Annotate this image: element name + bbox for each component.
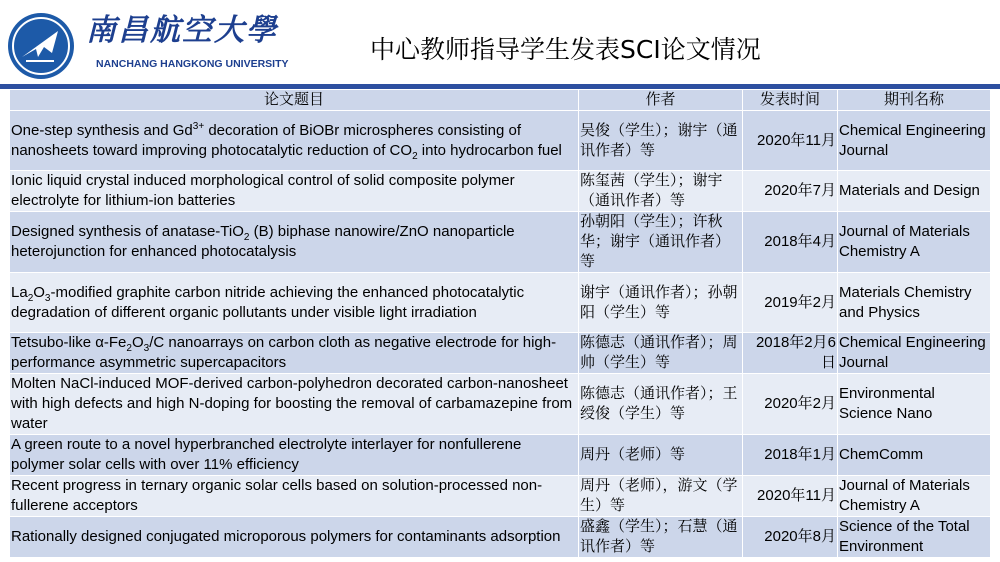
paper-author: 陈德志（通讯作者）；周帅（学生）等 <box>579 333 743 374</box>
paper-journal: Environmental Science Nano <box>838 374 991 435</box>
paper-title <box>10 374 579 435</box>
paper-author: 周丹（老师），游文（学生）等 <box>579 476 743 517</box>
column-header-author: 作者 <box>579 90 743 111</box>
table-row <box>10 111 991 171</box>
airplane-icon <box>8 13 74 79</box>
title-text: Tetsubo-like α-Fe <box>11 334 127 351</box>
paper-author: 陈玺茜（学生）；谢宇（通讯作者）等 <box>579 171 743 212</box>
title-text: One-step synthesis and Gd <box>11 121 193 139</box>
paper-title <box>10 273 579 333</box>
paper-journal: Chemical Engineering Journal <box>838 333 991 374</box>
table-row <box>10 517 991 558</box>
table-row <box>10 212 991 273</box>
paper-journal: Materials Chemistry and Physics <box>838 273 991 333</box>
title-text: O <box>33 283 45 301</box>
paper-date: 2018年1月 <box>743 435 838 476</box>
table-row <box>10 273 991 333</box>
university-logo <box>8 13 74 79</box>
title-text: O <box>131 334 144 351</box>
school-name-cn: 南昌航空大學 <box>86 13 278 48</box>
paper-author: 陈德志（通讯作者）；王绶俊（学生）等 <box>579 374 743 435</box>
paper-journal: Journal of Materials Chemistry A <box>838 476 991 517</box>
subscript: 2 <box>243 232 250 243</box>
table-row <box>10 476 991 517</box>
subscript: 2 <box>412 150 418 162</box>
title-text: Ionic liquid crystal induced morphological control of solid composite polymer electrolyte for lithium-ion batteries <box>11 172 515 209</box>
paper-author: 盛鑫（学生）；石慧（通讯作者）等 <box>579 517 743 558</box>
title-text: Designed synthesis of anatase-TiO <box>11 223 244 240</box>
paper-title <box>10 333 579 374</box>
title-text: A green route to a novel hyperbranched electrolyte interlayer for nonfullerene polymer solar cells with over 11% efficiency <box>11 436 522 473</box>
title-text: -modified graphite carbon nitride achieving the enhanced photocatalytic degradation of different organic pollutants under visible light irradiation <box>11 283 525 321</box>
paper-date: 2020年8月 <box>743 517 838 558</box>
paper-title <box>10 111 579 171</box>
title-text: decoration of BiOBr microspheres consisting of nanosheets toward improving photocatalytic reduction of CO <box>11 121 521 159</box>
title-text: La <box>11 283 28 301</box>
column-header-title: 论文题目 <box>10 90 579 111</box>
title-text: into hydrocarbon fuel <box>417 141 562 159</box>
paper-journal: Materials and Design <box>838 171 991 212</box>
paper-journal: Chemical Engineering Journal <box>838 111 991 171</box>
paper-journal: ChemComm <box>838 435 991 476</box>
paper-author: 吴俊（学生）；谢宇（通讯作者）等 <box>579 111 743 171</box>
paper-date: 2020年11月 <box>743 111 838 171</box>
papers-table <box>9 89 991 558</box>
subscript: 3 <box>143 343 150 354</box>
table-row <box>10 374 991 435</box>
paper-title <box>10 212 579 273</box>
paper-title <box>10 517 579 558</box>
school-name-en: NANCHANG HANGKONG UNIVERSITY <box>96 58 289 70</box>
paper-date: 2020年2月 <box>743 374 838 435</box>
title-text: (B) biphase nanowire/ZnO nanoparticle heterojunction for enhanced photocatalysis <box>11 223 515 260</box>
paper-date: 2020年11月 <box>743 476 838 517</box>
subscript: 3 <box>44 292 51 304</box>
paper-date: 2018年2月6日 <box>743 333 838 374</box>
page-title: 中心教师指导学生发表SCI论文情况 <box>370 35 761 64</box>
superscript: 3+ <box>192 120 205 132</box>
page-header <box>0 0 1000 86</box>
paper-date: 2020年7月 <box>743 171 838 212</box>
title-text: Recent progress in ternary organic solar cells based on solution-processed non-fullerene acceptors <box>11 477 543 514</box>
subscript: 2 <box>27 292 34 304</box>
title-text: Molten NaCl-induced MOF-derived carbon-polyhedron decorated carbon-nanosheet with high defects and high N-doping for boosting the removal of carbamazepine from water <box>11 375 573 432</box>
paper-author: 谢宇（通讯作者）；孙朝阳（学生）等 <box>579 273 743 333</box>
paper-title <box>10 476 579 517</box>
paper-author: 周丹（老师）等 <box>579 435 743 476</box>
paper-date: 2018年4月 <box>743 212 838 273</box>
table-row <box>10 435 991 476</box>
table-row <box>10 333 991 374</box>
title-text: /C nanoarrays on carbon cloth as negative electrode for high-performance asymmetric supercapacitors <box>11 334 557 371</box>
column-header-journal: 期刊名称 <box>838 90 991 111</box>
paper-author: 孙朝阳（学生）；许秋华；谢宇（通讯作者）等 <box>579 212 743 273</box>
paper-date: 2019年2月 <box>743 273 838 333</box>
paper-title <box>10 435 579 476</box>
table-row <box>10 171 991 212</box>
paper-journal: Journal of Materials Chemistry A <box>838 212 991 273</box>
title-text: Rationally designed conjugated microporous polymers for contaminants adsorption <box>11 528 561 545</box>
subscript: 2 <box>126 343 132 354</box>
column-header-date: 发表时间 <box>743 90 838 111</box>
paper-journal: Science of the Total Environment <box>838 517 991 558</box>
paper-title <box>10 171 579 212</box>
